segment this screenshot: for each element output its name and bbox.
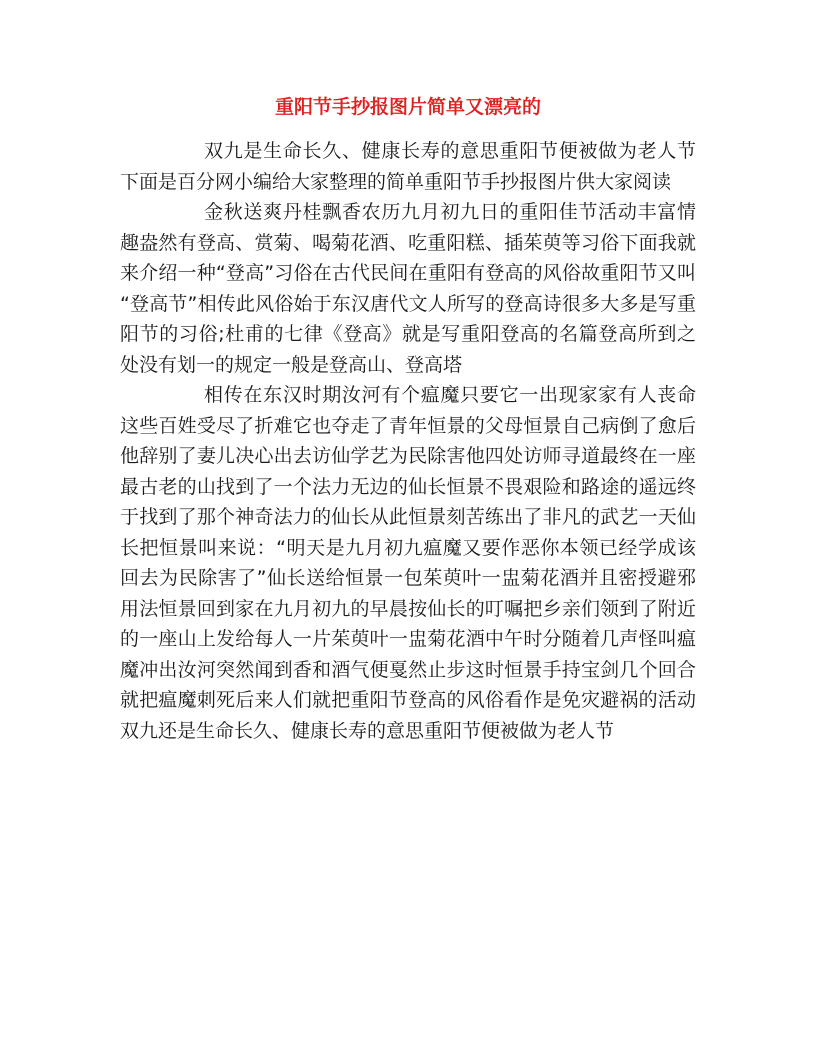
- document-body: [120, 136, 696, 746]
- paragraph-intro: 双九是生命长久、健康长寿的意思重阳节便被做为老人节下面是百分网小编给大家整理的简单重阳节手抄报图片供大家阅读: [120, 140, 696, 193]
- paragraph-legend: 相传在东汉时期汝河有个瘟魔只要它一出现家家有人丧命这些百姓受尽了折难它也夺走了青年恒景的父母恒景自己病倒了愈后他辞别了妻儿决心出去访仙学艺为民除害他四处访师寻道最终在一座最古老的山找到了一个法力无边的仙长恒景不畏艰险和路途的遥远终于找到了那个神奇法力的仙长从此恒景刻苦练出了非凡的武艺一天仙长把恒景叫来说：“明天是九月初九瘟魔又要作恶你本领已经学成该回去为民除害了”仙长送给恒景一包茱萸叶一盅菊花酒并且密授避邪用法恒景回到家在九月初九的早晨按仙长的叮嘱把乡亲们领到了附近的一座山上发给每人一片茱萸叶一盅菊花酒中午时分随着几声怪叫瘟魔冲出汝河突然闻到香和酒气便戛然止步这时恒景手持宝剑几个回合就把瘟魔刺死后来人们就把重阳节登高的风俗看作是免灾避祸的活动双九还是生命长久、健康长寿的意思重阳节便被做为老人节: [120, 384, 696, 742]
- document-title: 重阳节手抄报图片简单又漂亮的: [274, 96, 541, 118]
- paragraph-climbing-custom: 金秋送爽丹桂飘香农历九月初九日的重阳佳节活动丰富情趣盎然有登高、赏菊、喝菊花酒、吃重阳糕、插茱萸等习俗下面我就来介绍一种“登高”习俗在古代民间在重阳有登高的风俗故重阳节又叫“登高节”相传此风俗始于东汉唐代文人所写的登高诗很多大多是写重阳节的习俗;杜甫的七律《登高》就是写重阳登高的名篇登高所到之处没有划一的规定一般是登高山、登高塔: [120, 201, 696, 376]
